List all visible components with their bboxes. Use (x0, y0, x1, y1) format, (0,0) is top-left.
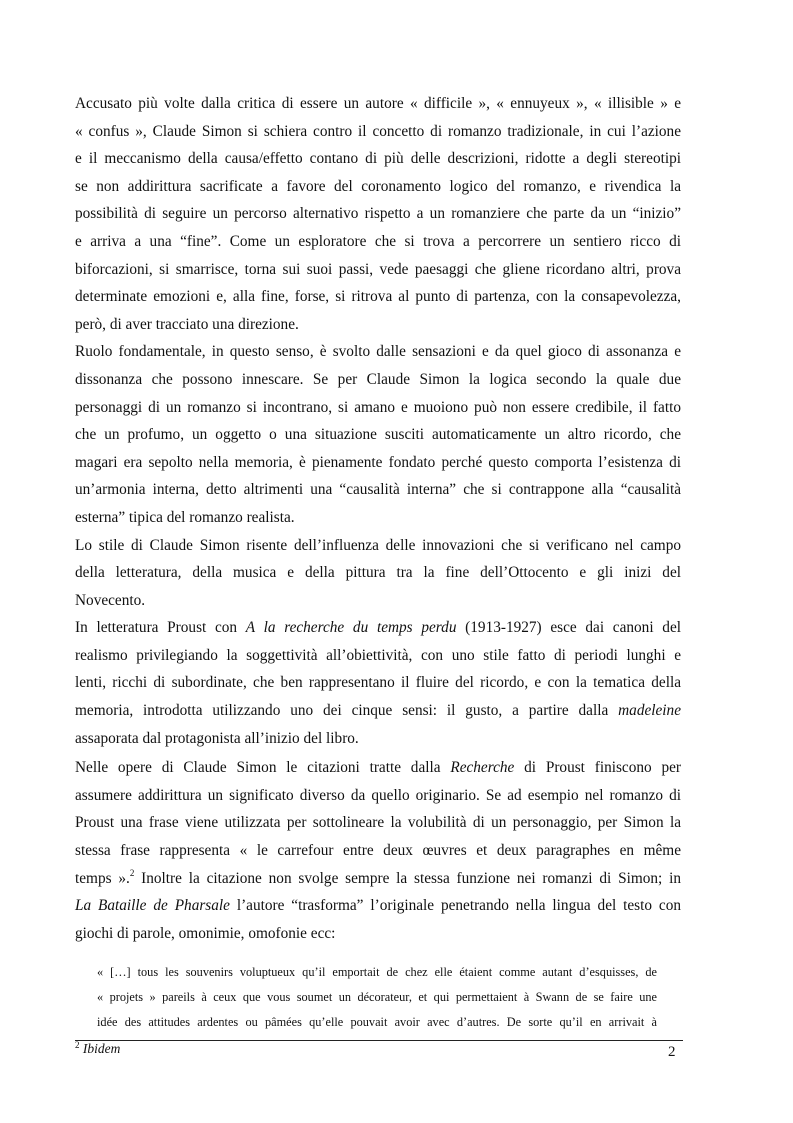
book-title: A la recherche du temps perdu (245, 619, 457, 637)
text-line: personaggi di un romanzo si incontrano, si amano e muoiono può non essere credibile, il fatto (75, 398, 681, 416)
text-line: possibilità di seguire un percorso alternativo rispetto a un romanziere che parte da un “inizio” (75, 205, 681, 223)
text-line (75, 865, 681, 893)
text-line: determinate emozioni e, alla fine, forse, si ritrova al punto di partenza, con la consapevolezza, (75, 288, 681, 306)
text-run: memoria, introdotta utilizzando uno dei cinque sensi: il gusto, a partire dalla (75, 702, 619, 720)
footnote-ref[interactable]: 2 (129, 867, 135, 878)
main-text (75, 90, 681, 947)
text-line: stessa frase rappresenta « le carrefour entre deux œuvres et deux paragraphes en même (75, 842, 681, 860)
text-line: che un profumo, un oggetto o una situazione susciti automaticamente un altro ricordo, che (75, 426, 681, 444)
quote-line: « […] tous les souvenirs voluptueux qu’il emportait de chez elle étaient comme autant d’esquisses, de (97, 965, 657, 979)
paragraph (75, 754, 681, 947)
footnote-divider (75, 1040, 683, 1041)
paragraph (75, 614, 681, 752)
footnote (75, 1040, 120, 1057)
text-run: di Proust finiscono per (514, 759, 681, 777)
text-line: Novecento. (75, 591, 146, 609)
page-number: 2 (668, 1044, 676, 1060)
text-line: « confus », Claude Simon si schiera contro il concetto di romanzo tradizionale, in cui l’azione (75, 122, 681, 140)
text-line: realismo privilegiando la soggettività all’obiettività, con uno stile fatto di periodi lunghi e (75, 646, 681, 664)
text-run: l’autore “trasforma” l’originale penetrando nella lingua del testo con (229, 897, 682, 915)
text-line: e arriva a una “fine”. Come un esploratore che si trova a percorrere un sentiero ricco di (75, 232, 681, 250)
text-line: Proust una frase viene utilizzata per sottolineare la volubilità di un personaggio, per Simon la (75, 814, 681, 832)
text-line: se non addirittura sacrificate a favore del coronamento logico del romanzo, e rivendica la (75, 177, 681, 195)
text-line: un’armonia interna, detto altrimenti una “causalità interna” che si contrappone alla “causalità (75, 481, 681, 499)
quote-line: idée des attitudes ardentes ou pâmées qu’elle pouvait avoir avec d’autres. De sorte qu’il en arrivait à (97, 1015, 657, 1030)
text-line: Accusato più volte dalla critica di essere un autore « difficile », « ennuyeux », « illisible » e (75, 95, 681, 112)
text-run: (1913-1927) esce dai canoni del (456, 619, 681, 637)
text-line (75, 754, 681, 782)
paragraph (75, 90, 681, 338)
text-line: e il meccanismo della causa/effetto contano di più delle descrizioni, ridotte a degli stereotipi (75, 150, 681, 168)
text-line: della letteratura, della musica e della pittura tra la fine dell’Ottocento e gli inizi del (75, 564, 681, 582)
text-line: giochi di parole, omonimie, omofonie ecc: (75, 924, 336, 942)
quote-line: « projets » pareils à ceux que vous soumet un décorateur, et qui permettaient à Swann de se faire une (97, 990, 657, 1005)
text-run: temps ». (75, 869, 130, 887)
text-line: magari era sepolto nella memoria, è pienamente fondato perché questo comporta l’esistenza di (75, 453, 681, 471)
text-line: lenti, ricchi di subordinate, che ben rappresentano il fluire del ricordo, e con la tematica della (75, 674, 681, 692)
text-line: Ruolo fondamentale, in questo senso, è svolto dalle sensazioni e da quel gioco di assonanza e (75, 343, 681, 361)
paragraph (75, 532, 681, 615)
text-run: Nelle opere di Claude Simon le citazioni tratte dalla (75, 759, 451, 777)
text-run: Inoltre la citazione non svolge sempre la stessa funzione nei romanzi di Simon; in (134, 869, 681, 887)
text-line: però, di aver tracciato una direzione. (75, 315, 299, 333)
text-line (75, 892, 681, 920)
footnote-text: Ibidem (82, 1041, 121, 1056)
text-line (75, 614, 681, 642)
text-line: assaporata dal protagonista all’inizio del libro. (75, 729, 359, 747)
text-line: assumere addirittura un significato diverso da quello originario. Se ad esempio nel romanzo di (75, 786, 681, 804)
text-line: Lo stile di Claude Simon risente dell’influenza delle innovazioni che si verificano nel campo (75, 536, 681, 554)
block-quote (97, 960, 657, 1036)
text-line (75, 697, 681, 725)
paragraph (75, 338, 681, 531)
text-run: In letteratura Proust con (75, 619, 246, 637)
text-line: dissonanza che possono innescare. Se per Claude Simon la logica secondo la quale due (75, 370, 681, 388)
italic-term: madeleine (618, 702, 681, 720)
book-title: La Bataille de Pharsale (75, 897, 230, 915)
footnote-number: 2 (75, 1040, 80, 1050)
text-line: esterna” tipica del romanzo realista. (75, 508, 295, 526)
text-line: biforcazioni, si smarrisce, torna sui suoi passi, vede paesaggi che gliene ricordano altri, prova (75, 260, 681, 278)
book-title: Recherche (450, 759, 515, 777)
